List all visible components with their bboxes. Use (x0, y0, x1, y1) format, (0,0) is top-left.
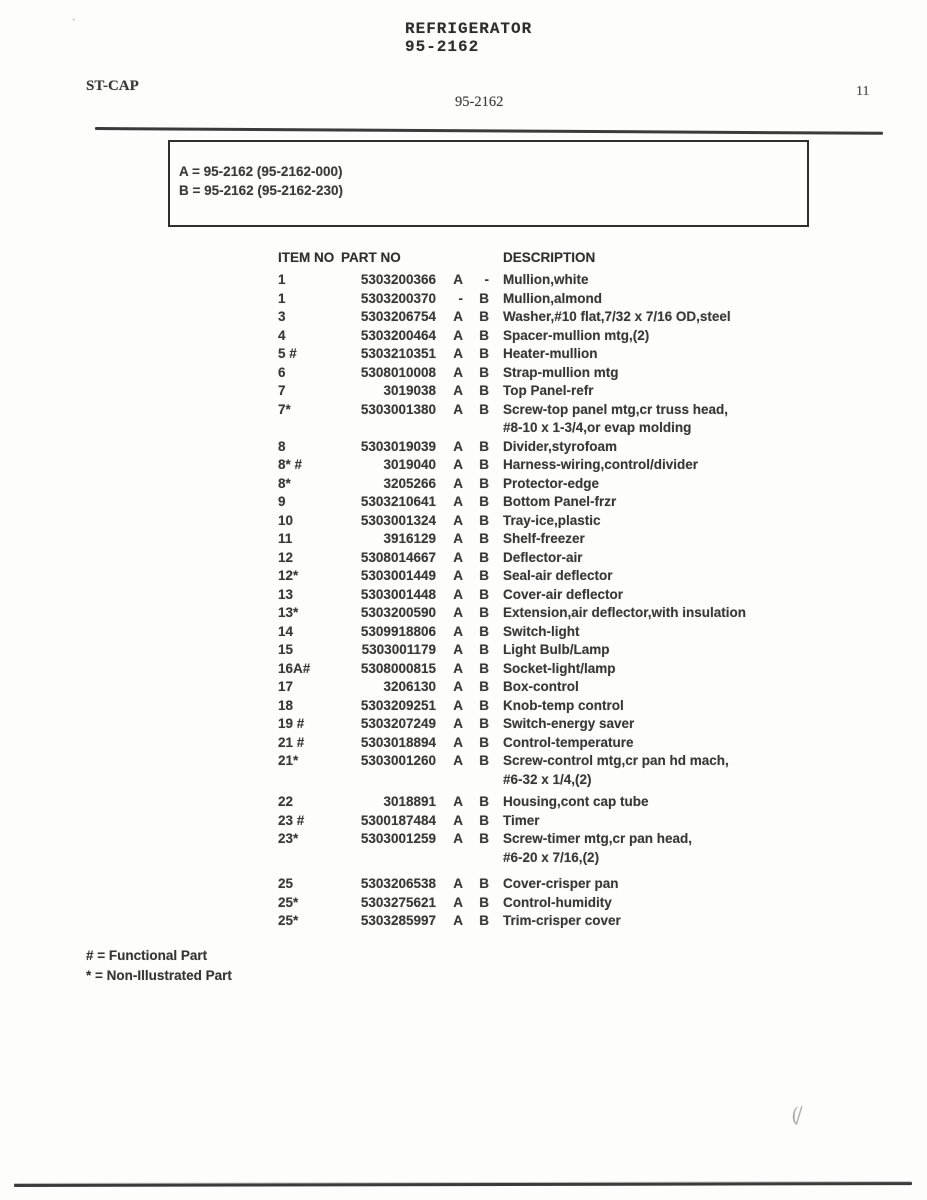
footnote-functional: # = Functional Part (86, 948, 208, 963)
table-row (278, 734, 853, 753)
item-no-cell: 23 # (278, 812, 305, 828)
table-row (278, 715, 853, 734)
table-row (278, 290, 853, 309)
description-cell: Housing,cont cap tube (503, 794, 649, 809)
header-item-no: ITEM NO (278, 250, 335, 265)
part-no-cell: 5303210641 (360, 494, 436, 509)
table-row (278, 401, 853, 438)
item-no-cell: 5 # (278, 346, 297, 361)
description-cell: Light Bulb/Lamp (503, 642, 610, 657)
description-cell: Top Panel-refr (503, 383, 594, 398)
part-no-cell: 5303018894 (360, 734, 436, 750)
item-no-cell: 22 (278, 794, 294, 809)
column-a-cell: A (453, 531, 463, 546)
part-no-cell: 5303200370 (360, 290, 436, 306)
item-no-cell: 10 (278, 512, 294, 528)
column-b-cell: B (479, 734, 489, 750)
description-cell: Socket-light/lamp (503, 660, 616, 676)
part-no-cell: 5303206538 (360, 876, 436, 891)
item-no-cell: 8 (278, 438, 286, 454)
part-no-cell: 5303001448 (360, 586, 436, 602)
column-b-cell: B (479, 812, 489, 828)
part-no-cell: 5303001449 (360, 568, 436, 583)
column-b-cell: B (479, 346, 489, 361)
parts-table-body (278, 271, 853, 931)
column-b-cell: B (479, 531, 489, 546)
column-a-cell: A (453, 894, 463, 910)
part-no-cell: 3019038 (383, 383, 436, 398)
item-no-cell: 3 (278, 309, 286, 324)
header-rule (95, 127, 883, 135)
column-a-cell: A (453, 549, 463, 565)
item-no-cell: 13 (278, 586, 294, 602)
description-cell: Seal-air deflector (503, 568, 613, 583)
table-row (278, 493, 853, 512)
table-row (278, 308, 853, 327)
document-title (405, 20, 532, 56)
column-a-cell: A (453, 660, 463, 676)
column-b-cell: B (479, 494, 489, 509)
part-no-cell: 5303001324 (360, 512, 436, 528)
header-ab-spacer (436, 248, 489, 267)
column-a-cell: A (453, 697, 463, 713)
legend-line-b: B = 95-2162 (95-2162-230) (179, 183, 343, 198)
part-no-cell: 5303285997 (360, 913, 436, 928)
column-a-cell: A (453, 457, 463, 472)
scan-speck: ` (72, 18, 76, 30)
part-no-cell: 5303001380 (360, 401, 436, 417)
description-cell: Cover-crisper pan (503, 876, 619, 891)
description-cell: Box-control (503, 679, 579, 694)
column-b-cell: B (479, 679, 489, 694)
item-no-cell: 21 # (278, 734, 305, 750)
footnote-non-illustrated: * = Non-Illustrated Part (86, 967, 232, 983)
footer-rule (14, 1182, 912, 1187)
column-a-cell: A (453, 512, 463, 528)
column-b-cell: B (479, 327, 489, 343)
column-a-cell: A (453, 438, 463, 454)
description-cell: Control-humidity (503, 894, 612, 910)
table-row (278, 567, 853, 586)
table-row (278, 549, 853, 568)
table-row (278, 604, 853, 623)
column-a-cell: A (453, 401, 463, 417)
item-no-cell: 11 (278, 531, 293, 546)
table-row (278, 382, 853, 401)
description-cell: Screw-control mtg,cr pan hd mach, #6-32 x 1/4,(2) (489, 752, 853, 789)
column-b-cell: B (479, 697, 489, 713)
column-a-cell: A (453, 876, 463, 891)
item-no-cell: 25* (278, 913, 299, 928)
column-a-cell: A (453, 272, 463, 287)
header-description: DESCRIPTION (503, 250, 596, 265)
item-no-cell: 17 (278, 679, 294, 694)
part-no-cell: 3019040 (383, 457, 436, 472)
parts-table-header (278, 248, 853, 267)
column-a-cell: A (453, 586, 463, 602)
table-row (278, 438, 853, 457)
column-a-cell: A (453, 327, 463, 343)
item-no-cell: 25 (278, 876, 294, 891)
column-a-cell: A (453, 831, 463, 846)
item-no-cell: 8* # (278, 457, 303, 472)
item-no-cell: 8* (278, 475, 291, 491)
part-no-cell: 5303210351 (360, 346, 436, 361)
part-no-cell: 5303019039 (360, 438, 436, 454)
description-line2: #8-10 x 1-3/4,or evap molding (503, 420, 692, 435)
column-b-cell: B (479, 383, 489, 398)
model-legend-box (168, 140, 809, 227)
column-b-cell: B (479, 290, 489, 306)
part-no-cell: 5303001179 (361, 642, 436, 657)
column-b-cell: B (479, 831, 489, 846)
description-cell: Cover-air deflector (503, 586, 624, 602)
part-no-cell: 5303001259 (360, 831, 436, 846)
footnotes (86, 946, 232, 985)
item-no-cell: 7 (278, 383, 286, 398)
table-row (278, 456, 853, 475)
description-cell: Control-temperature (503, 734, 634, 750)
description-line2: #6-32 x 1/4,(2) (503, 771, 592, 787)
item-no-cell: 16A# (278, 660, 311, 676)
description-cell: Spacer-mullion mtg,(2) (503, 327, 650, 343)
description-line2: #6-20 x 7/16,(2) (503, 849, 600, 865)
table-row (278, 271, 853, 290)
table-row (278, 697, 853, 716)
column-b-cell: B (479, 549, 489, 565)
description-cell: Screw-timer mtg,cr pan head, #6-20 x 7/16,(2) (489, 830, 853, 867)
column-b-cell: B (479, 586, 489, 602)
column-b-cell: B (479, 716, 489, 731)
description-cell: Strap-mullion mtg (503, 364, 619, 380)
part-no-cell: 5303275621 (360, 894, 436, 910)
description-cell: Washer,#10 flat,7/32 x 7/16 OD,steel (503, 309, 731, 324)
item-no-cell: 13* (278, 605, 299, 620)
part-no-cell: 5303209251 (360, 697, 436, 713)
part-no-cell: 3205266 (383, 475, 436, 491)
description-cell: Timer (503, 812, 540, 828)
column-a-cell: A (453, 605, 463, 620)
item-no-cell: 18 (278, 697, 294, 713)
column-b-cell: - (484, 272, 489, 287)
column-b-cell: B (479, 512, 489, 528)
column-b-cell: B (479, 457, 489, 472)
column-a-cell: A (453, 753, 463, 768)
item-no-cell: 12* (278, 568, 299, 583)
part-no-cell: 3916129 (383, 531, 436, 546)
column-a-cell: A (453, 623, 463, 639)
column-a-cell: A (453, 364, 463, 380)
document-title-line2: 95-2162 (405, 38, 480, 56)
header-section-label: ST-CAP (86, 78, 139, 94)
table-row (278, 641, 853, 660)
item-no-cell: 7* (278, 401, 291, 417)
part-no-cell: 5308014667 (360, 549, 436, 565)
table-row (278, 512, 853, 531)
document-title-line1: REFRIGERATOR (405, 20, 533, 38)
page-number: 11 (856, 84, 870, 99)
table-row (278, 752, 853, 789)
column-b-cell: B (479, 605, 489, 620)
table-row (278, 327, 853, 346)
description-cell: Mullion,white (503, 272, 589, 287)
description-cell: Switch-light (503, 623, 580, 639)
item-no-cell: 6 (278, 364, 286, 380)
column-a-cell: A (453, 642, 463, 657)
description-cell: Protector-edge (503, 475, 600, 491)
column-b-cell: B (479, 894, 489, 910)
header-model-number: 95-2162 (455, 94, 504, 110)
description-cell: Trim-crisper cover (503, 913, 621, 928)
description-cell: Bottom Panel-frzr (503, 494, 617, 509)
item-no-cell: 19 # (278, 716, 305, 731)
column-b-cell: B (479, 876, 489, 891)
column-b-cell: B (479, 309, 489, 324)
table-row (278, 830, 853, 867)
column-a-cell: A (453, 346, 463, 361)
table-row (278, 345, 853, 364)
column-a-cell: A (453, 794, 463, 809)
column-a-cell: - (458, 290, 463, 306)
part-no-cell: 5303001260 (360, 753, 436, 768)
item-no-cell: 1 (278, 272, 286, 287)
description-cell: Divider,styrofoam (503, 438, 618, 454)
column-b-cell: B (479, 364, 489, 380)
table-row (278, 678, 853, 697)
part-no-cell: 5300187484 (360, 812, 436, 828)
item-no-cell: 14 (278, 623, 294, 639)
item-no-cell: 25* (278, 894, 299, 910)
description-cell: Harness-wiring,control/divider (503, 457, 699, 472)
description-cell: Shelf-freezer (503, 531, 585, 546)
table-row (278, 894, 853, 913)
column-a-cell: A (453, 309, 463, 324)
handwritten-pencil-mark: (/ (788, 1102, 802, 1128)
parts-table (278, 248, 853, 931)
column-a-cell: A (453, 494, 463, 509)
column-a-cell: A (453, 568, 463, 583)
table-row (278, 623, 853, 642)
description-cell: Deflector-air (503, 549, 583, 565)
column-a-cell: A (453, 812, 463, 828)
description-cell: Switch-energy saver (503, 716, 635, 731)
table-row (278, 812, 853, 831)
part-no-cell: 5303200366 (360, 272, 436, 287)
table-row (278, 793, 853, 812)
item-no-cell: 9 (278, 494, 286, 509)
description-cell: Mullion,almond (503, 290, 602, 306)
part-no-cell: 3206130 (383, 679, 436, 694)
item-no-cell: 1 (278, 290, 286, 306)
column-a-cell: A (453, 383, 463, 398)
column-b-cell: B (479, 660, 489, 676)
table-row (278, 364, 853, 383)
item-no-cell: 21* (278, 753, 299, 768)
column-a-cell: A (453, 475, 463, 491)
part-no-cell: 5309918806 (360, 623, 436, 639)
column-b-cell: B (479, 642, 489, 657)
column-a-cell: A (453, 734, 463, 750)
item-no-cell: 12 (278, 549, 294, 565)
item-no-cell: 15 (278, 642, 294, 657)
table-row (278, 586, 853, 605)
table-row (278, 912, 853, 931)
part-no-cell: 5303200464 (360, 327, 436, 343)
description-cell: Heater-mullion (503, 346, 598, 361)
table-row (278, 875, 853, 894)
column-b-cell: B (479, 623, 489, 639)
description-cell: Tray-ice,plastic (503, 512, 601, 528)
table-row (278, 530, 853, 549)
description-cell: Knob-temp control (503, 697, 624, 713)
column-a-cell: A (453, 716, 463, 731)
part-no-cell: 5303206754 (360, 309, 436, 324)
header-part-no: PART NO (341, 250, 401, 265)
column-b-cell: B (479, 753, 489, 768)
column-b-cell: B (479, 401, 489, 417)
description-cell: Screw-top panel mtg,cr truss head, #8-10 x 1-3/4,or evap molding (489, 401, 853, 438)
column-b-cell: B (479, 438, 489, 454)
part-no-cell: 5308010008 (360, 364, 436, 380)
part-no-cell: 5303200590 (360, 605, 436, 620)
column-b-cell: B (479, 794, 489, 809)
part-no-cell: 3018891 (383, 794, 436, 809)
column-a-cell: A (453, 679, 463, 694)
item-no-cell: 23* (278, 831, 299, 846)
legend-line-a: A = 95-2162 (95-2162-000) (179, 164, 343, 179)
table-row (278, 660, 853, 679)
column-b-cell: B (479, 568, 489, 583)
part-no-cell: 5303207249 (360, 716, 436, 731)
column-a-cell: A (453, 913, 463, 928)
item-no-cell: 4 (278, 327, 286, 343)
description-cell: Extension,air deflector,with insulation (503, 605, 747, 620)
column-b-cell: B (479, 475, 489, 491)
part-no-cell: 5308000815 (360, 660, 436, 676)
column-b-cell: B (479, 913, 489, 928)
table-row (278, 475, 853, 494)
